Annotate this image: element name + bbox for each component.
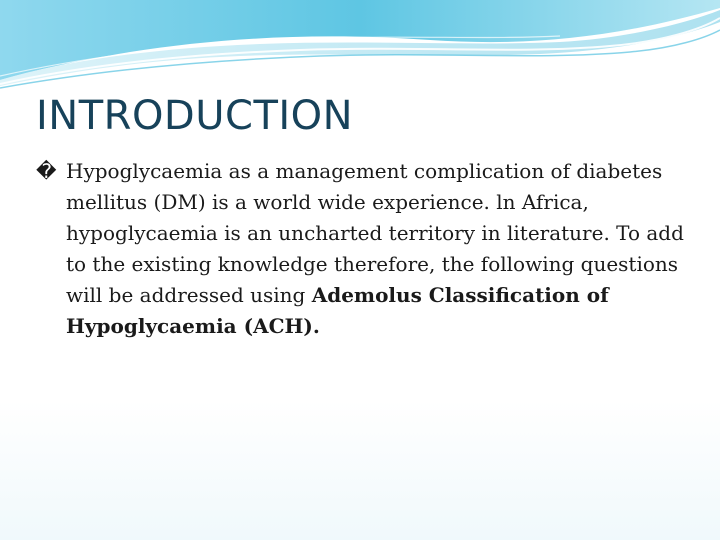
slide-title: INTRODUCTION — [36, 93, 354, 139]
decorative-background-fade — [0, 400, 720, 540]
bullet-text: Hypoglycaemia as a management complication of diabetes mellitus (DM) is a world wide experience. ln Africa, hypoglycaemia is an uncharted territory in literature. To add to the existing knowledge therefore, the following questions will be addressed using — [66, 159, 684, 307]
bullet-text-bold: Ademolus Classification of Hypoglycaemia (ACH). — [66, 283, 609, 338]
bullet-marker-icon: � — [36, 159, 57, 183]
decorative-wave — [0, 0, 720, 90]
bullet-paragraph — [36, 156, 706, 342]
